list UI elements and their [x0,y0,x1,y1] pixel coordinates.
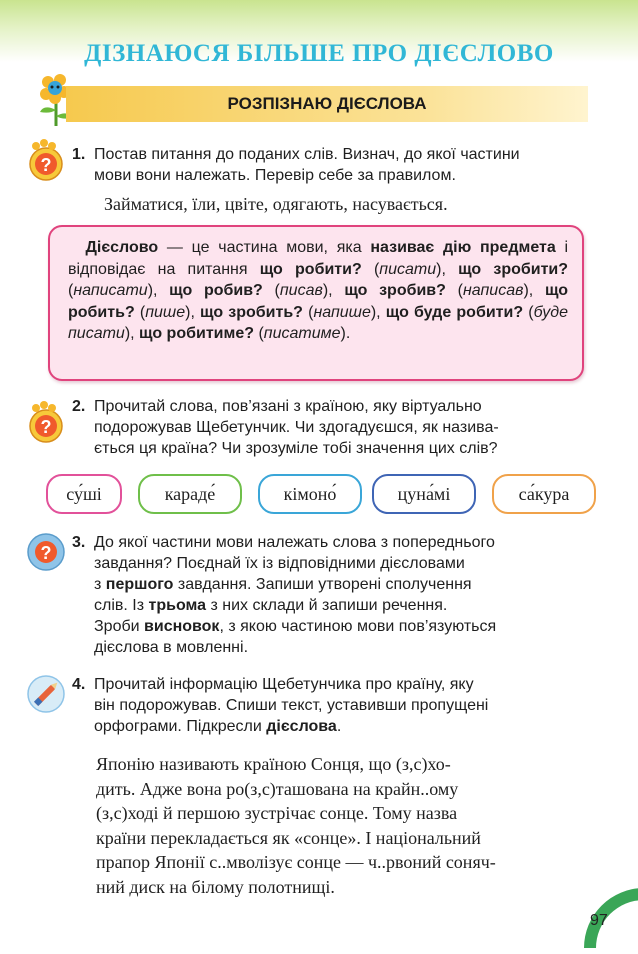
rule-question: що зробить? [200,303,303,321]
word-card-kimono [258,474,362,514]
word-card-label: са́кура [518,483,570,504]
rule-example: пише [145,303,186,321]
rule-example: написати [73,282,148,299]
text-fragment: першого [105,576,174,593]
question-mascot-icon [24,138,68,182]
rule-question: що робив? [169,282,263,299]
page-title: ДІЗНАЮСЯ БІЛЬШЕ ПРО ДІЄСЛОВО [84,40,554,67]
task-instructions [94,144,588,186]
task-line: Прочитай інформацію Щебетунчика про країну, яку [94,676,474,693]
pen-icon [24,672,68,716]
task-line: він подорожував. Спиши текст, уставивши пропущені [94,697,489,714]
text-fragment: висновок [144,618,220,635]
task-number: 3. [72,534,86,551]
task-line: Прочитай слова, пов’язані з країною, яку віртуально [94,398,482,415]
rule-example: написав [462,282,524,299]
text-fragment: . [336,718,342,735]
rule-fragment: — це частина мови, яка [158,239,371,256]
rule-question: що робить? [68,282,568,321]
word-card-sakura [492,474,596,514]
task-line [94,616,588,637]
rule-question: що робитиме? [139,325,254,342]
section-heading: РОЗПІЗНАЮ ДІЄСЛОВА [66,86,588,122]
word-card-label: кімоно́ [283,483,337,504]
task-line [94,595,588,616]
word-card-label: су́ші [66,483,102,504]
rule-question: що буде робити? [385,303,524,321]
story-line: (з,с)ході й першою зустрічає сонце. Тому назва [96,803,458,823]
rule-box [48,225,584,381]
rule-fragment: і відповідає на питання [68,239,569,278]
task-number: 2. [72,398,86,415]
text-fragment: орфограми. Підкресли [94,718,267,735]
word-card-label: цуна́мі [397,483,451,504]
svg-text:?: ? [40,155,52,175]
word-card-karate [138,474,242,514]
rule-term: Дієслово [85,239,159,256]
story-line: прапор Японії с..мволізує сонце — ч..рвоний соняч- [96,852,496,872]
task-line: ється ця країна? Чи зрозуміле тобі значення цих слів? [94,440,498,457]
rule-example: буде писати [68,303,568,342]
text-fragment: трьома [148,597,207,614]
task-line [94,574,588,595]
rule-example: писав [279,282,323,299]
text-fragment: дієслова [266,718,337,735]
task-instructions [94,396,588,459]
story-line: країни перекладається як «сонце». І національний [96,827,481,848]
rule-fragment: називає дію предмета [370,239,556,256]
task-number: 4. [72,676,86,693]
story-line: дить. Адже вона ро(з,с)ташована на крайн..ому [96,778,459,799]
task-line: мови вони належать. Перевір себе за правилом. [94,167,456,184]
word-card-sushi [46,474,122,514]
task-instructions [94,532,588,658]
text-fragment: завдання. Запиши утворені сполучення [173,576,472,593]
text-fragment: слів. Із [94,597,149,614]
rule-question: що робити? [259,260,362,278]
word-card-label: караде́ [164,483,216,504]
rule-example: напише [313,303,371,321]
task-line: До якої частини мови належать слова з попереднього [94,534,495,551]
rule-example: писати [379,260,437,278]
task-number: 1. [72,146,86,163]
story-line: ний диск на білому полотнищі. [96,876,335,897]
rule-text: Дієслово — це частина мови, яка називає дію предмета і відповідає на питання що робити? (писати), що зробити? (написати), що робив? (писав), що зробив? (написав), що робить? (пише), що зробить? (напише), що буде робити? (буде писати), що робитиме? (писатиме). [68,239,569,342]
word-list: Займатися, їли, цвіте, одягають, насувається. [104,194,448,214]
story-text [96,752,586,899]
task-line: подорожував Щебетунчик. Чи здогадуєшся, як назива- [94,419,499,436]
task-line: Постав питання до поданих слів. Визнач, до якої частини [94,146,520,163]
text-fragment: з [94,576,106,593]
question-mascot-icon [24,400,68,444]
text-fragment: Зроби [94,618,145,635]
task-line [94,716,588,737]
page-number: 97 [590,912,608,929]
svg-text:?: ? [40,543,52,563]
word-card-tsunami [372,474,476,514]
svg-text:?: ? [40,417,52,437]
text-fragment: , з якою частиною мови пов’язуються [219,618,497,635]
rule-question: що зробив? [344,282,446,299]
task-line: завдання? Поєднай їх із відповідними дієсловами [94,555,465,572]
rule-question: що зробити? [458,260,569,278]
question-sphere-icon [24,530,68,574]
task-instructions [94,674,588,737]
task-line: дієслова в мовленні. [94,639,249,656]
rule-example: писатиме [263,325,341,342]
text-fragment: з них склади й запиши речення. [206,597,448,614]
story-line: Японію називають країною Сонця, що (з,с)хо- [96,754,451,774]
